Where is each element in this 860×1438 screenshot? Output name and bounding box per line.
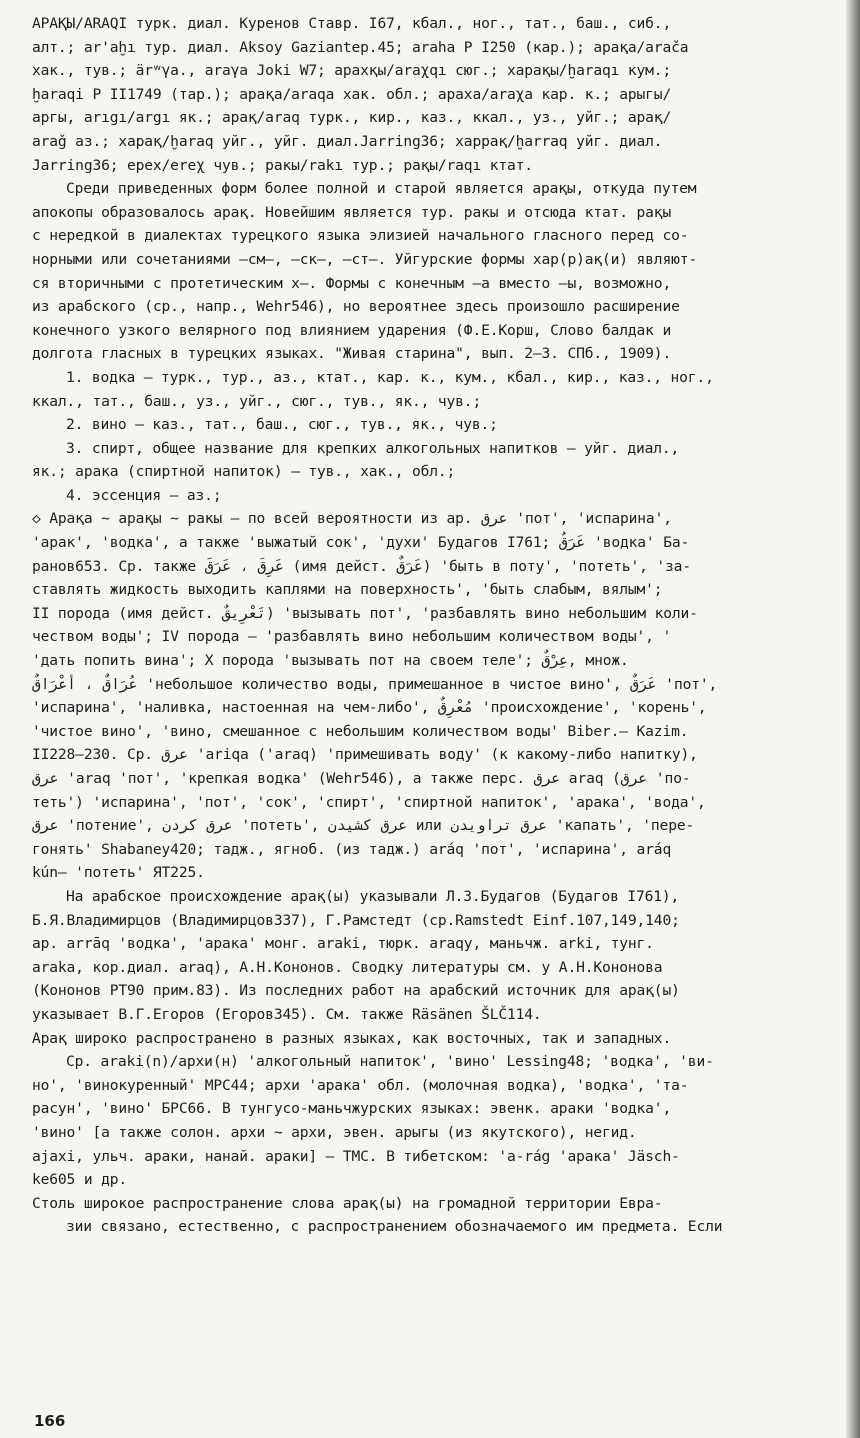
text-line: алт.; ar'aḫı тур. диал. Aksoy Gaziantep.45; araha Р I250 (кар.); арақа/arača xyxy=(32,38,689,56)
text-line: норными или сочетаниями –см–, –ск–, –ст–. Уйгурские формы хар(р)ақ(и) являют- xyxy=(32,250,697,268)
text-line: указывает В.Г.Егоров (Егоров345). См. также Räsänen ŠLČ114. xyxy=(32,1005,542,1023)
text-line: ар. arrāq 'водка', 'арака' монг. araki, тюрк. araqy, маньчж. arki, тунг. xyxy=(32,935,654,953)
text-line: зии связано, естественно, с распространением обозначаемого им предмета. Если xyxy=(66,1218,723,1236)
text-line: II228–230. Ср. عرق 'ariqa ('araq) 'примешивать воду' (к какому-либо напитку), xyxy=(32,746,698,764)
text-line: но', 'винокуренный' МРС44; архи 'арака' обл. (молочная водка), 'водка', 'та- xyxy=(32,1076,689,1094)
text-line: Ср. araki(n)/архи(н) 'алкогольный напиток', 'вино' Lessing48; 'водка', 'ви- xyxy=(66,1053,714,1071)
text-line: 'дать попить вина'; Х порода 'вызывать пот на своем теле'; عِرْقٌ, множ. xyxy=(32,652,629,670)
text-line: (Кононов РТ90 прим.83). Из последних работ на арабский источник для арақ(ы) xyxy=(32,982,680,1000)
text-line: kún– 'потеть' ЯТ225. xyxy=(32,864,205,882)
text-line: из арабского (ср., напр., Wehr546), но вероятнее здесь произошло расширение xyxy=(32,298,680,316)
text-line: عرق 'потение', عرق کردن 'потеть', عرق کشیدن или عرق تراویدن 'капать', 'пере- xyxy=(32,817,695,835)
text-line: II порода (имя дейст. تَعْرِيقٌ) 'вызывать пот', 'разбавлять вино небольшим коли- xyxy=(32,604,698,622)
text-line: расун', 'вино' БРС66. В тунгусо-маньчжурских языках: эвенк. араки 'водка', xyxy=(32,1100,672,1118)
text-line: ke605 и др. xyxy=(32,1171,127,1189)
text-line: апокопы образовалось арақ. Новейшим является тур. ракы и отсюда ктат. рақы xyxy=(32,203,672,221)
text-line: ся вторичными с протетическим х–. Формы с конечным –а вместо –ы, возможно, xyxy=(32,274,672,292)
text-line: АРАҚЫ/АRАQI турк. диал. Куренов Ставр. I67, кбал., ног., тат., баш., сиб., xyxy=(32,15,672,32)
text-line: ḫaraqi Р II1749 (тар.); арақа/araqa хак. обл.; араха/araχa кар. к.; арыгы/ xyxy=(32,85,672,103)
text-line: 'чистое вино', 'вино, смешанное с небольшим количеством воды' Biber.– Kazim. xyxy=(32,722,689,740)
text-line: ◇ Арақа ~ арақы ~ ракы – по всей вероятности из ар. عرق 'пот', 'испарина', xyxy=(32,510,672,528)
text-line: гонять' Shabaney420; тадж., ягноб. (из тадж.) aráq 'пот', 'испарина', aráq xyxy=(32,840,672,858)
scan-page-edge xyxy=(846,0,860,1438)
text-line: Jarring36; ерех/ereχ чув.; ракы/rakı тур.; рақы/raqı ктат. xyxy=(32,156,533,174)
text-line: araka, кор.диал. araq), А.Н.Кононов. Сводку литературы см. у А.Н.Кононова xyxy=(32,958,663,976)
text-line: ранов653. Ср. также عَرِقَ ، عَرَقَ (имя дейст. عَرَقٌ) 'быть в поту', 'потеть', 'за- xyxy=(32,557,691,575)
text-line: чеством воды'; IV порода – 'разбавлять вино небольшим количеством воды', ' xyxy=(32,628,672,646)
text-line: عُرَاقٌ ، أَعْرَاقٌ 'небольшое количество воды, примешанное в чистое вино', عَرَقٌ 'пот', xyxy=(32,675,718,693)
text-line: як.; арака (спиртной напиток) – тув., хак., обл.; xyxy=(32,463,456,481)
text-line: ставлять жидкость выходить каплями на поверхность', 'быть слабым, вялым'; xyxy=(32,581,663,599)
text-line: araǧ аз.; харақ/ḫaraq уйг., уйг. диал.Jarring36; харрақ/ḫarraq уйг. диал. xyxy=(32,132,663,150)
page-number: 166 xyxy=(34,1412,66,1430)
text-line: 'арак', 'водка', а также 'выжатый сок', 'духи' Будагов I761; عَرَقٌ 'водка' Ба- xyxy=(32,534,690,552)
text-line: теть') 'испарина', 'пот', 'сок', 'спирт', 'спиртной напиток', 'арака', 'вода', xyxy=(32,793,706,811)
dictionary-entry-text xyxy=(32,12,844,1239)
text-line: 4. эссенция – аз.; xyxy=(66,486,222,504)
text-line: Среди приведенных форм более полной и старой является арақы, откуда путем xyxy=(66,180,697,198)
text-line: ajaxi, ульч. араки, нанай. араки] – ТМС. В тибетском: 'a-rág 'арака' Jäsch- xyxy=(32,1147,680,1165)
text-line: Арақ широко распространено в разных языках, как восточных, так и западных. xyxy=(32,1029,672,1047)
text-line: 'вино' [а также солон. архи ~ архи, эвен. арыгы (из якутского), негид. xyxy=(32,1123,637,1141)
text-line: Б.Я.Владимирцов (Владимирцов337), Г.Рамстедт (ср.Ramstedt Einf.107,149,140; xyxy=(32,911,680,929)
text-line: ккал., тат., баш., уз., уйг., сюг., тув., як., чув.; xyxy=(32,392,482,410)
text-line: عرق 'araq 'пот', 'крепкая водка' (Wehr546), а также перс. عرق araq (عرق 'по- xyxy=(32,770,691,787)
text-line: 'испарина', 'наливка, настоенная на чем-либо', مُعْرِقٌ 'происхождение', 'корень', xyxy=(32,699,707,717)
text-line: аргы, arıgı/argı як.; арақ/araq турк., кир., каз., ккал., уз., уйг.; арақ/ xyxy=(32,109,672,127)
text-line: конечного узкого велярного под влиянием ударения (Ф.Е.Корш, Слово балдак и xyxy=(32,321,672,339)
text-line: долгота гласных в турецких языках. "Живая старина", вып. 2–3. СПб., 1909). xyxy=(32,345,672,363)
text-line: хак., тув.; ärʷγa., araγa Joki W7; арахқы/araχqı сюг.; харақы/ḫaraqı кум.; xyxy=(32,62,672,80)
text-line: На арабское происхождение арақ(ы) указывали Л.З.Будагов (Будагов I761), xyxy=(66,887,680,905)
text-line: Столь широкое распространение слова арақ(ы) на громадной территории Евра- xyxy=(32,1194,663,1212)
text-line: с нередкой в диалектах турецкого языка элизией начального гласного перед со- xyxy=(32,227,689,245)
text-line: 1. водка – турк., тур., аз., ктат., кар. к., кум., кбал., кир., каз., ног., xyxy=(66,368,714,386)
text-line: 2. вино – каз., тат., баш., сюг., тув., як., чув.; xyxy=(66,416,498,434)
text-line: 3. спирт, общее название для крепких алкогольных напитков – уйг. диал., xyxy=(66,439,680,457)
